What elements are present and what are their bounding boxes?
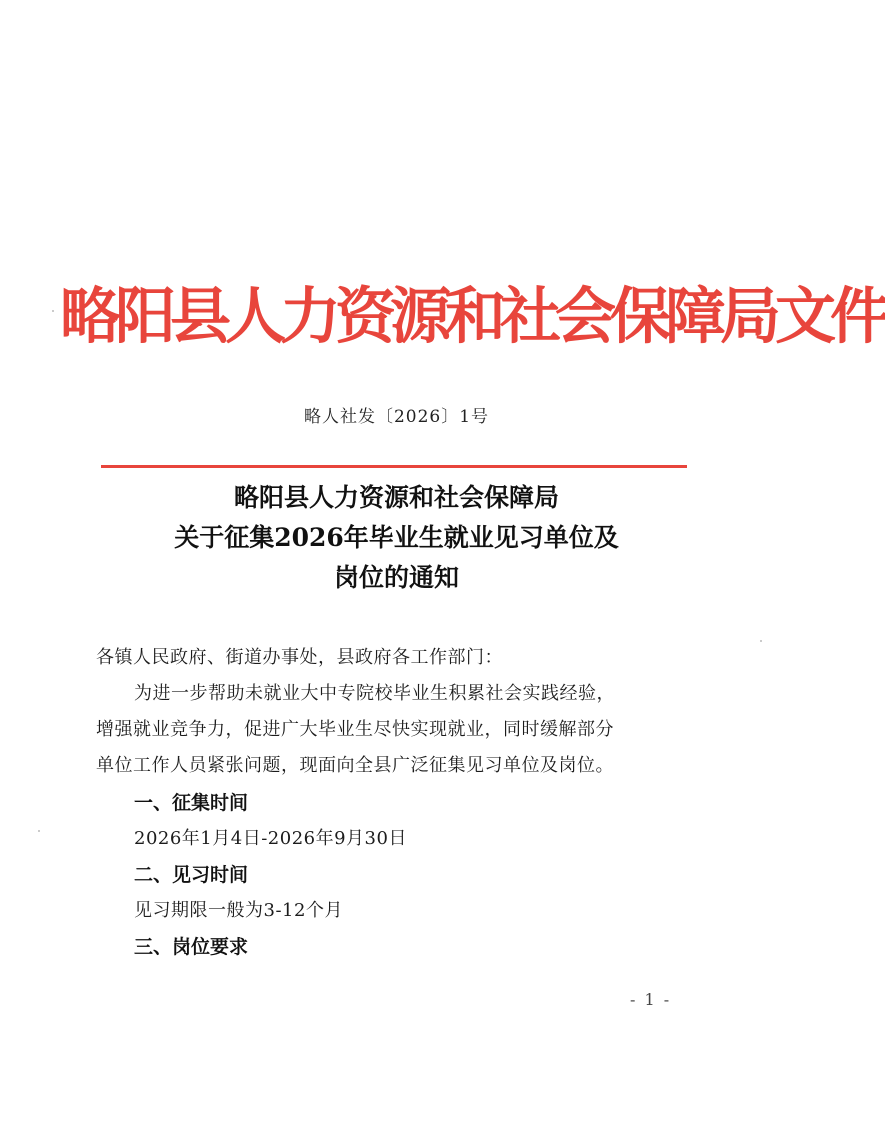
scan-speck xyxy=(760,640,762,642)
document-number: 略人社发〔2026〕1号 xyxy=(303,407,490,427)
notice-title-line-1: 略阳县人力资源和社会保障局 xyxy=(233,483,559,512)
intro-paragraph-line-1: 为进一步帮助未就业大中专院校毕业生积累社会实践经验， xyxy=(134,683,615,704)
scan-speck xyxy=(52,310,54,312)
agency-header-title: 略阳县人力资源和社会保障局文件 xyxy=(60,281,885,352)
section-heading-collection-time: 一、征集时间 xyxy=(134,792,249,814)
section-content-collection-time: 2026年1月4日-2026年9月30日 xyxy=(134,828,407,849)
section-heading-position-requirements: 三、岗位要求 xyxy=(134,936,249,958)
intro-paragraph-line-3: 单位工作人员紧张问题，现面向全县广泛征集见习单位及岗位。 xyxy=(96,755,614,776)
intro-paragraph-line-2: 增强就业竞争力，促进广大毕业生尽快实现就业，同时缓解部分 xyxy=(96,719,614,740)
section-heading-internship-period: 二、见习时间 xyxy=(134,864,249,886)
section-content-internship-period: 见习期限一般为3-12个月 xyxy=(134,900,343,921)
red-divider-line xyxy=(101,465,687,468)
salutation: 各镇人民政府、街道办事处，县政府各工作部门： xyxy=(96,647,503,668)
page-number: - 1 - xyxy=(630,990,672,1009)
notice-title-line-3: 岗位的通知 xyxy=(333,563,459,592)
scan-speck xyxy=(38,830,40,832)
notice-title-line-2: 关于征集2026年毕业生就业见习单位及 xyxy=(174,523,619,552)
notice-title xyxy=(0,478,793,598)
